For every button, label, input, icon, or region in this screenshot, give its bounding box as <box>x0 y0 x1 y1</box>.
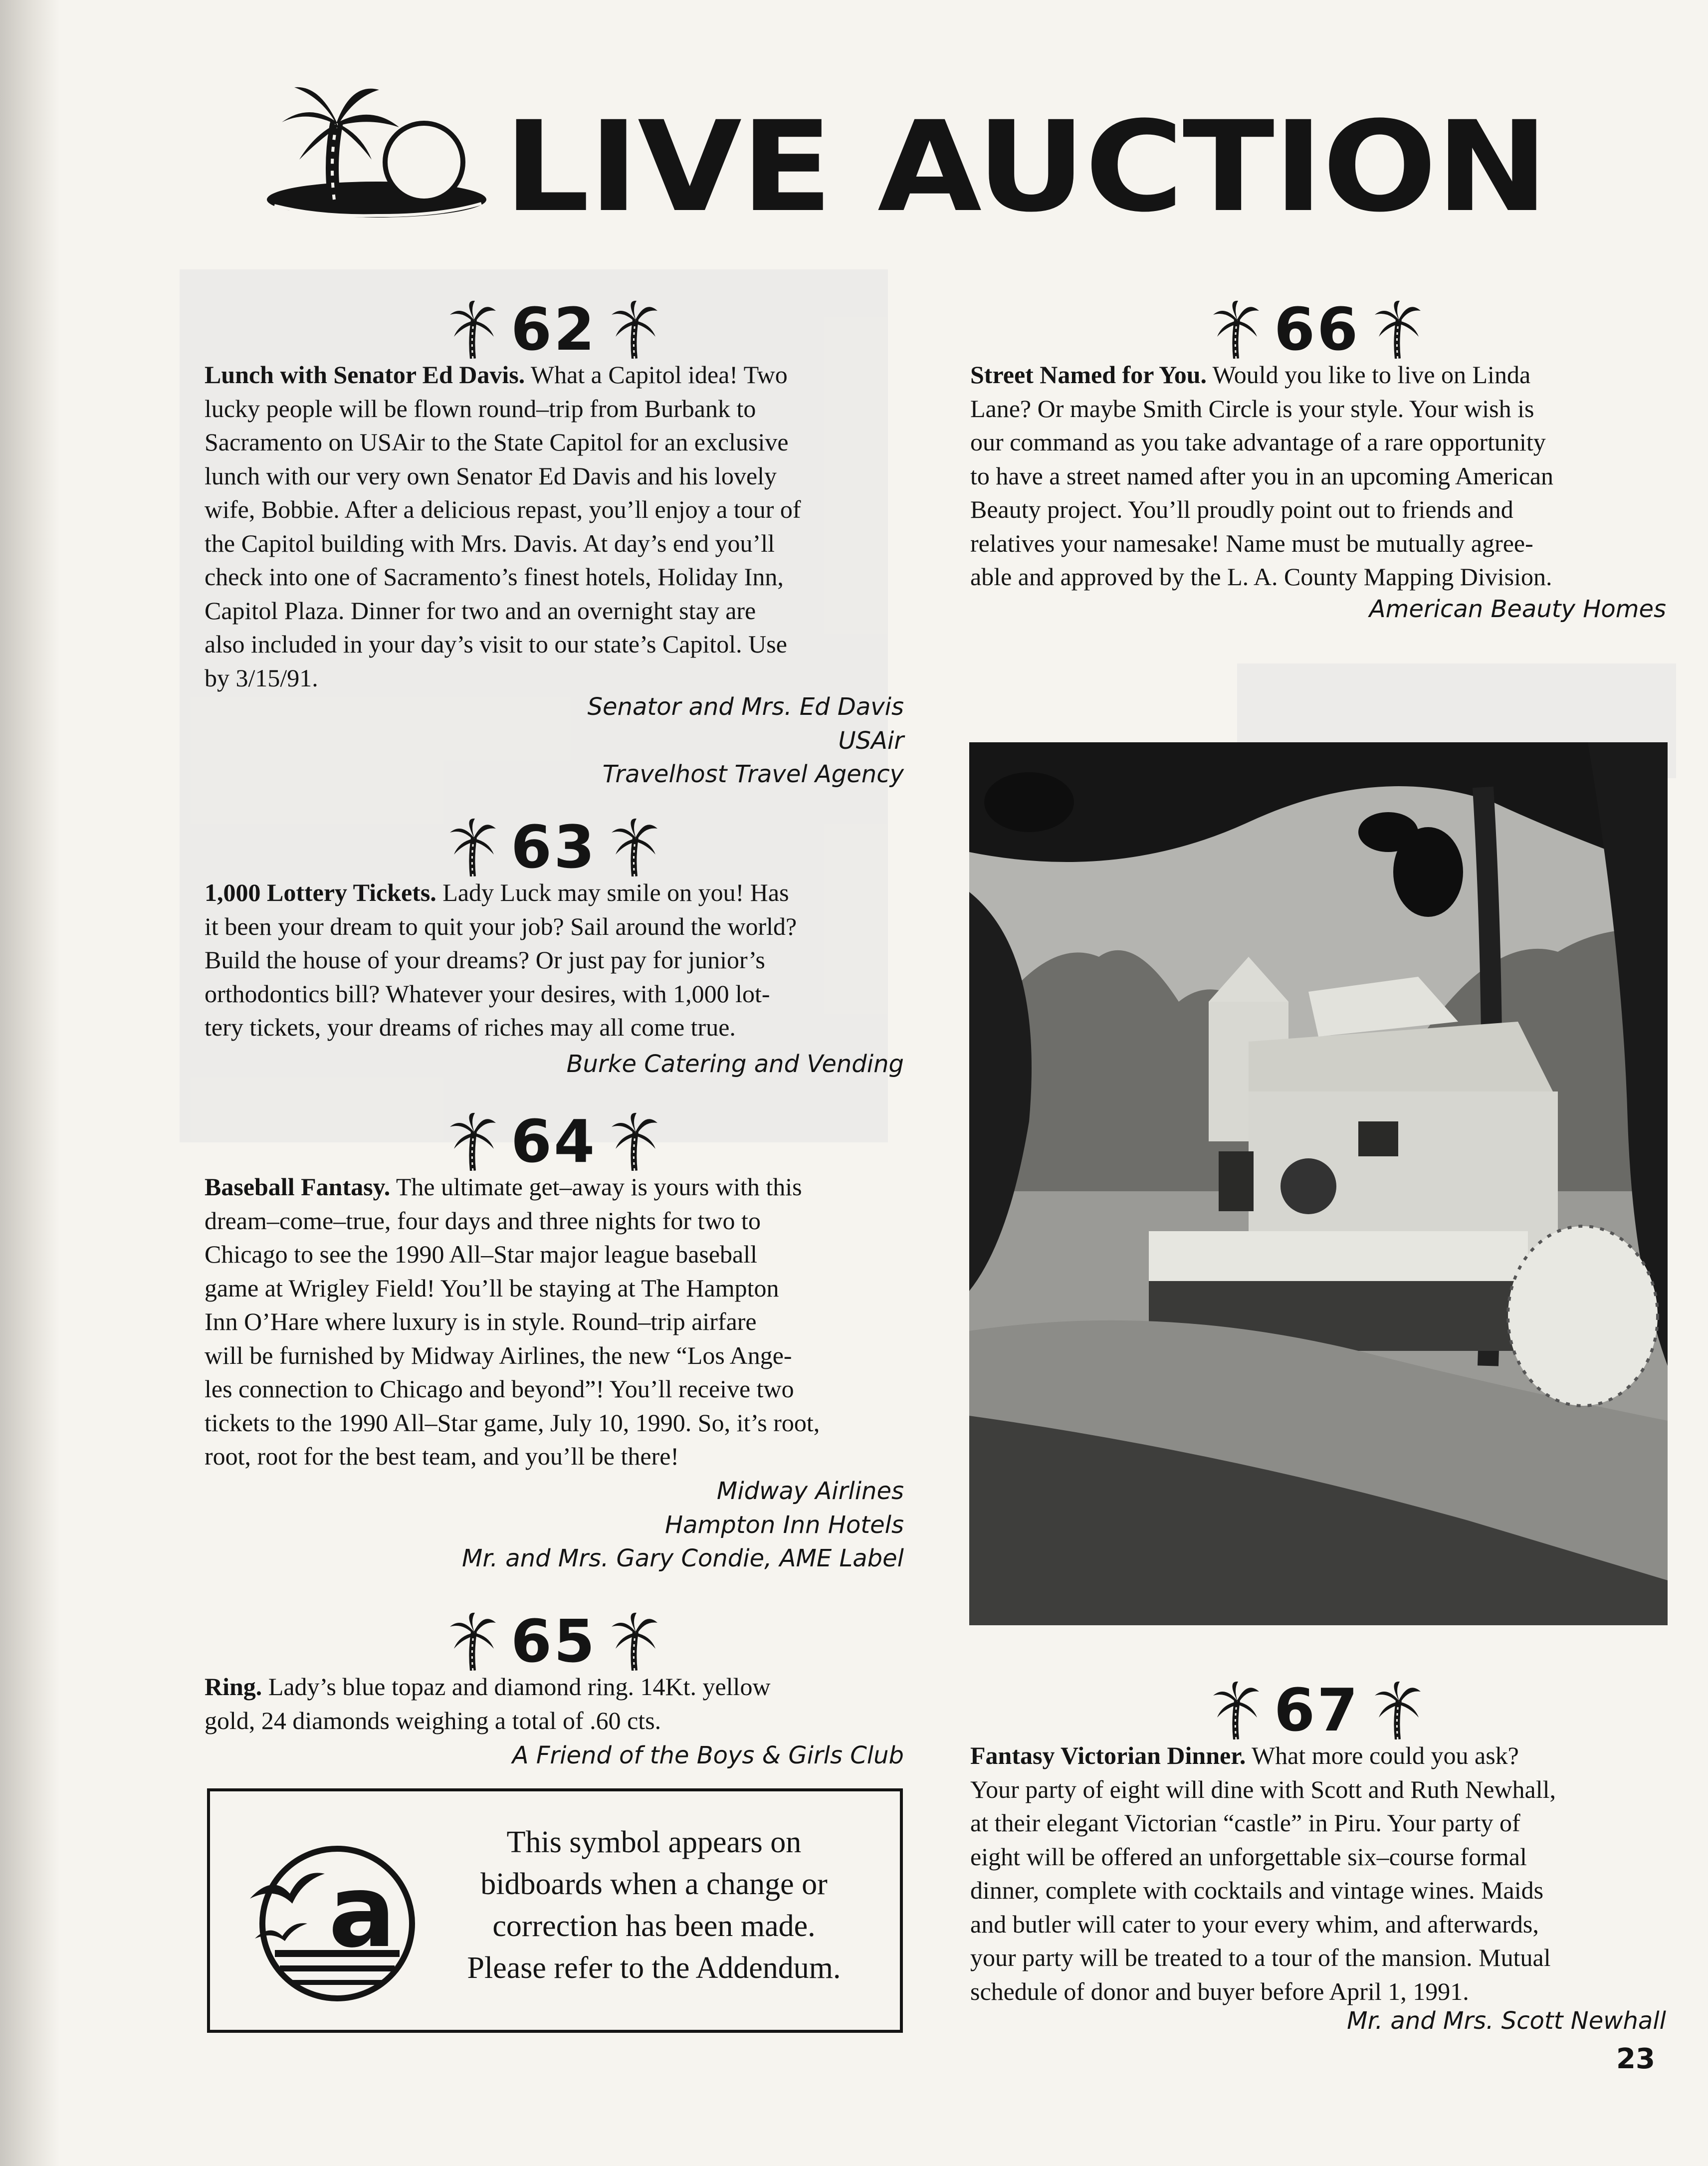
lot-62-donors <box>588 690 904 792</box>
text-line: Inn O’Hare where luxury is in style. Round–trip airfare <box>205 1307 757 1335</box>
text-line: Sacramento on USAir to the State Capitol for an exclusive <box>205 428 789 456</box>
text-line: dinner, complete with cocktails and vintage wines. Maids <box>970 1876 1544 1904</box>
text-line: root, root for the best team, and you’ll be there! <box>205 1442 679 1470</box>
text-line: The ultimate get–away is yours with this <box>390 1173 802 1201</box>
lot-65-donors <box>512 1739 904 1773</box>
donor-name: Hampton Inn Hotels <box>664 1511 904 1539</box>
text-line: gold, 24 diamonds weighing a total of .60 cts. <box>205 1706 661 1734</box>
text-line: able and approved by the L. A. County Mapping Division. <box>970 563 1552 591</box>
lot-title: Fantasy Victorian Dinner. <box>970 1741 1246 1769</box>
text-line: check into one of Sacramento’s finest hotels, Holiday Inn, <box>205 563 784 591</box>
palm-tree-icon <box>1212 1681 1260 1739</box>
donor-name: Midway Airlines <box>716 1477 904 1505</box>
lot-62-description <box>205 358 905 695</box>
text-line: Your party of eight will dine with Scott and Ruth Newhall, <box>970 1775 1556 1803</box>
text-line: it been your dream to quit your job? Sail around the world? <box>205 912 797 940</box>
donor-name: Burke Catering and Vending <box>566 1050 904 1078</box>
lot-number: 64 <box>511 1107 597 1176</box>
text-line: tery tickets, your dreams of riches may all come true. <box>205 1013 736 1041</box>
text-line: and butler will cater to your every whim, and afterwards, <box>970 1910 1539 1938</box>
palm-tree-icon <box>611 300 658 359</box>
palm-tree-icon <box>449 1112 497 1171</box>
lot-number: 66 <box>1274 295 1360 364</box>
addendum-line: bidboards when a change or <box>480 1867 828 1901</box>
text-line: dream–come–true, four days and three nights for two to <box>205 1206 761 1235</box>
text-line: our command as you take advantage of a rare opportunity <box>970 428 1546 456</box>
lot-64-donors <box>462 1475 904 1576</box>
donor-name: Senator and Mrs. Ed Davis <box>587 693 904 721</box>
lot-title: 1,000 Lottery Tickets. <box>205 878 436 906</box>
text-line: What a Capitol idea! Two <box>525 361 788 389</box>
page-number: 23 <box>1616 2043 1655 2075</box>
lot-63-header <box>449 812 658 882</box>
lot-63-description <box>205 876 905 1045</box>
lot-65-header <box>449 1606 658 1676</box>
addendum-symbol-letter: a <box>328 1854 396 1970</box>
donor-name: Travelhost Travel Agency <box>602 760 904 788</box>
palm-tree-icon <box>1374 300 1422 359</box>
palm-tree-icon <box>449 300 497 359</box>
text-line: Build the house of your dreams? Or just pay for junior’s <box>205 946 765 974</box>
page-title: LIVE AUCTION <box>504 94 1548 239</box>
donor-name: USAir <box>838 726 904 755</box>
lot-title: Street Named for You. <box>970 361 1207 389</box>
donor-name: A Friend of the Boys & Girls Club <box>512 1741 904 1769</box>
page-gutter-shadow <box>0 0 60 2166</box>
text-line: wife, Bobbie. After a delicious repast, you’ll enjoy a tour of <box>205 495 801 523</box>
donor-name: American Beauty Homes <box>1369 595 1666 623</box>
seagull-sun-icon <box>245 1839 425 2003</box>
text-line: also included in your day’s visit to our state’s Capitol. Use <box>205 630 787 658</box>
palm-tree-icon <box>611 1612 658 1671</box>
text-line: les connection to Chicago and beyond”! You’ll receive two <box>205 1375 794 1403</box>
lot-67-description <box>970 1739 1666 2008</box>
lot-66-description <box>970 358 1666 594</box>
lot-65-description <box>205 1670 905 1737</box>
text-line: to have a street named after you in an upcoming American <box>970 461 1554 490</box>
text-line: Beauty project. You’ll proudly point out to friends and <box>970 495 1513 523</box>
text-line: the Capitol building with Mrs. Davis. At day’s end you’ll <box>205 529 775 557</box>
lot-66-header <box>1212 294 1422 364</box>
text-line: Chicago to see the 1990 All–Star major league baseball <box>205 1240 758 1268</box>
text-line: lunch with our very own Senator Ed Davis and his lovely <box>205 461 777 490</box>
page-header <box>259 75 1596 239</box>
text-line: tickets to the 1990 All–Star game, July 10, 1990. So, it’s root, <box>205 1408 820 1437</box>
addendum-text <box>429 1821 878 1989</box>
text-line: eight will be offered an unforgettable six–course formal <box>970 1842 1527 1871</box>
text-line: your party will be treated to a tour of the mansion. Mutual <box>970 1944 1551 1971</box>
text-line: relatives your namesake! Name must be mutually agree- <box>970 529 1533 557</box>
lot-number: 67 <box>1274 1676 1360 1744</box>
palm-tree-icon <box>449 1612 497 1671</box>
text-line: schedule of donor and buyer before April 1, 1991. <box>970 1977 1469 2005</box>
palm-tree-icon <box>1212 300 1260 359</box>
text-line: will be furnished by Midway Airlines, the new “Los Ange- <box>205 1341 792 1369</box>
text-line: at their elegant Victorian “castle” in Piru. Your party of <box>970 1809 1520 1837</box>
addendum-notice-box <box>207 1788 903 2033</box>
text-line: Lady Luck may smile on you! Has <box>436 878 789 906</box>
text-line: orthodontics bill? Whatever your desires, with 1,000 lot- <box>205 979 770 1008</box>
text-line: by 3/15/91. <box>205 663 318 692</box>
text-line: lucky people will be flown round–trip from Burbank to <box>205 394 756 423</box>
palm-tree-icon <box>611 818 658 876</box>
donor-name: Mr. and Mrs. Gary Condie, AME Label <box>462 1544 904 1572</box>
lot-66-donors <box>1369 593 1666 627</box>
text-line: Capitol Plaza. Dinner for two and an overnight stay are <box>205 596 756 625</box>
text-line: game at Wrigley Field! You’ll be staying at The Hampton <box>205 1274 779 1302</box>
lot-number: 63 <box>511 813 597 881</box>
palm-tree-icon <box>1374 1681 1422 1739</box>
lot-title: Baseball Fantasy. <box>205 1173 391 1201</box>
victorian-mansion-photo <box>969 742 1668 1625</box>
lot-63-donors <box>567 1048 904 1082</box>
lot-67-header <box>1212 1675 1422 1745</box>
text-line: Would you like to live on Linda <box>1207 361 1531 389</box>
addendum-line: correction has been made. <box>492 1909 816 1943</box>
lot-62-header <box>449 294 658 364</box>
lot-title: Lunch with Senator Ed Davis. <box>205 361 525 389</box>
addendum-line: This symbol appears on <box>506 1825 802 1859</box>
lot-number: 65 <box>511 1607 597 1676</box>
donor-name: Mr. and Mrs. Scott Newhall <box>1347 2007 1666 2035</box>
text-line: What more could you ask? <box>1246 1741 1519 1769</box>
lot-64-description <box>205 1170 905 1474</box>
lot-title: Ring. <box>205 1673 262 1701</box>
palm-tree-icon <box>449 818 497 876</box>
text-line: Lane? Or maybe Smith Circle is your style. Your wish is <box>970 394 1534 423</box>
addendum-line: Please refer to the Addendum. <box>467 1951 841 1985</box>
text-line: Lady’s blue topaz and diamond ring. 14Kt. yellow <box>262 1673 771 1701</box>
lot-67-donors <box>1347 2004 1666 2038</box>
palm-tree-icon <box>611 1112 658 1171</box>
lot-number: 62 <box>511 295 597 364</box>
palm-island-icon <box>259 75 494 224</box>
lot-64-header <box>449 1106 658 1176</box>
